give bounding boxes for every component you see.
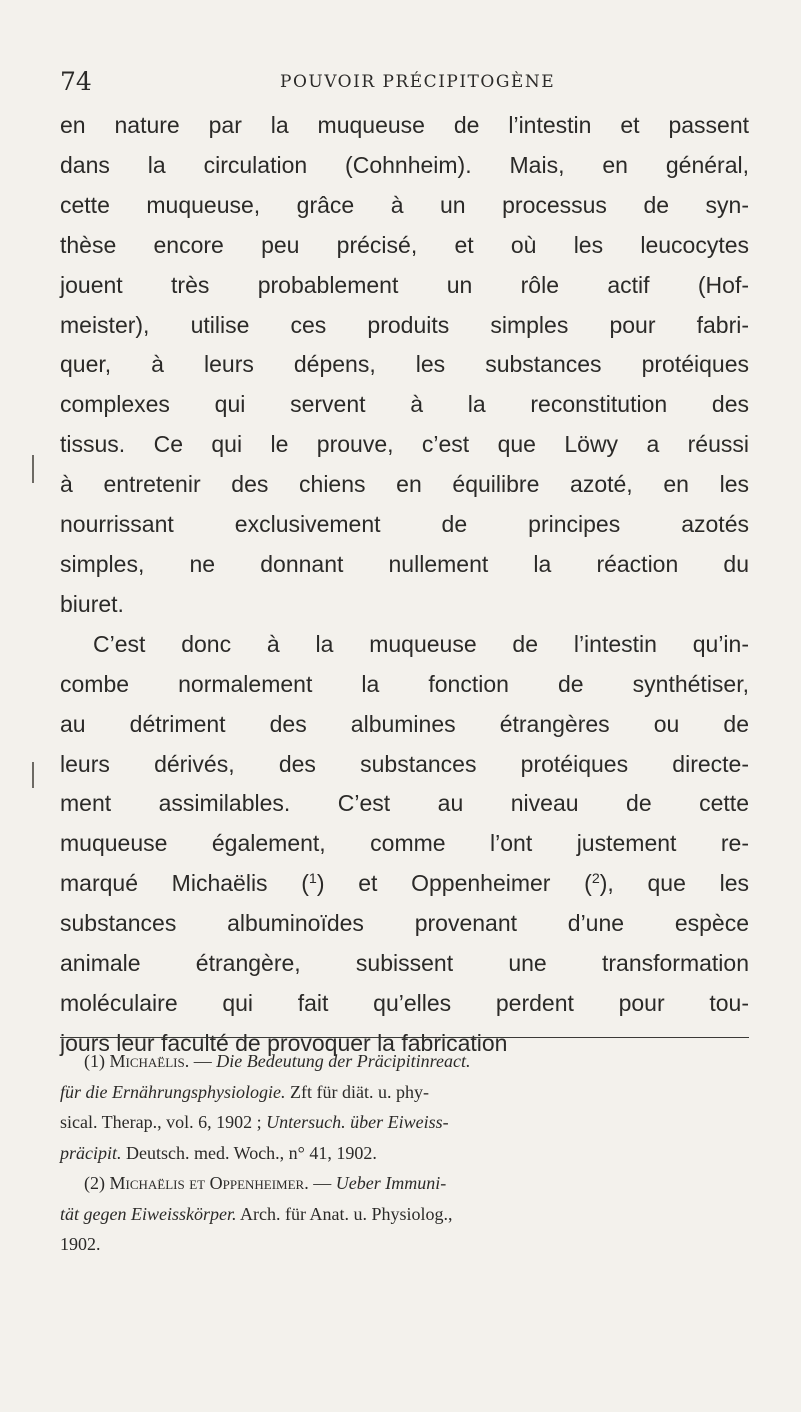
footnote-rule [60,1037,749,1038]
footnote-line [60,1107,749,1138]
footnote-title: tät gegen Eiweisskörper. [60,1203,237,1224]
page-number: 74 [60,67,92,96]
text-line: moléculaire qui fait qu’elles perdent pour tou- [60,989,749,1016]
text-line: simples, ne donnant nullement la réaction du [60,550,749,577]
paragraph-2 [60,625,749,1064]
footnote-line [60,1138,749,1169]
text-line: au détriment des albumines étrangères ou de [60,710,749,737]
footnote-dash: — [313,1173,332,1193]
text-line: jouent très probablement un rôle actif (Hof- [60,271,749,298]
text-line: muqueuse également, comme l’ont justement re- [60,830,749,857]
text-line: jours leur faculté de provoquer la fabrication [60,1029,508,1056]
footnote-title: für die Ernährungsphysiologie. [60,1081,286,1102]
footnote-ref: 2 [591,871,600,888]
footnote-line [60,1077,749,1108]
text-line: en nature par la muqueuse de l’intestin et passent [60,112,749,138]
text-segment: ) et Oppenheimer ( [316,870,592,897]
text-line: thèse encore peu précisé, et où les leucocytes [60,231,749,258]
text-segment: ), que les [599,870,749,897]
footnote-text: Zft für diät. u. phy- [290,1081,429,1102]
text-line: complexes qui servent à la reconstitution des [60,391,749,418]
text-line: nourrissant exclusivement de principes azotés [60,511,749,538]
page-header [60,62,750,102]
text-line: tissus. Ce qui le prouve, c’est que Löwy a réussi [60,431,749,458]
footnote-line [60,1199,749,1230]
footnotes [60,1046,749,1260]
footnote-ref: 1 [308,871,317,888]
running-head: POUVOIR PRÉCIPITOGÈNE [280,72,556,92]
text-line: substances albuminoïdes provenant d’une espèce [60,910,749,937]
footnote-title: Die Bedeutung der Präcipitinreact. [216,1051,471,1071]
text-line: quer, à leurs dépens, les substances protéiques [60,351,749,378]
text-line: dans la circulation (Cohnheim). Mais, en général, [60,151,749,178]
text-line: C’est donc à la muqueuse de l’intestin qu’in- [93,630,749,657]
text-line: cette muqueuse, grâce à un processus de syn- [60,191,749,218]
footnote-line: 1902. [60,1234,101,1254]
margin-mark [32,455,34,483]
margin-mark [32,762,34,788]
paragraph-1 [60,106,749,625]
body-text [60,106,749,1064]
text-line-with-refs [60,864,749,904]
footnote-text: Arch. für Anat. u. Physiolog., [240,1203,453,1224]
footnote-text: Deutsch. med. Woch., n° 41, 1902. [126,1142,377,1163]
text-line: ment assimilables. C’est au niveau de cette [60,790,749,817]
text-segment: marqué Michaëlis ( [60,870,309,897]
footnote-title: Untersuch. über Eiweiss- [266,1112,449,1132]
footnote-1 [60,1046,749,1168]
footnote-marker: 1 [90,1051,99,1071]
footnote-text: sical. Therap., vol. 6, 1902 ; [60,1112,262,1132]
text-line: meister), utilise ces produits simples pour fabri- [60,311,749,338]
footnote-marker: 2 [90,1173,99,1193]
footnote-title: Ueber Immuni- [335,1173,447,1193]
text-line: leurs dérivés, des substances protéiques directe- [60,750,749,777]
text-line: animale étrangère, subissent une transformation [60,950,749,977]
text-line: combe normalement la fonction de synthétiser, [60,670,749,697]
footnote-line: (2) Michaëlis et Oppenheimer. — Ueber Immuni- [84,1173,447,1193]
footnote-author: Michaëlis et Oppenheimer. [109,1173,309,1193]
footnote-dash: — [193,1051,212,1071]
text-line: à entretenir des chiens en équilibre azoté, en les [60,471,749,498]
footnote-2 [60,1168,749,1260]
footnote-title: präcipit. [60,1142,122,1163]
footnote-author: Michaëlis. [109,1051,190,1071]
footnote-line: (1) Michaëlis. — Die Bedeutung der Präcipitinreact. [84,1051,471,1071]
text-line: biuret. [60,590,124,617]
